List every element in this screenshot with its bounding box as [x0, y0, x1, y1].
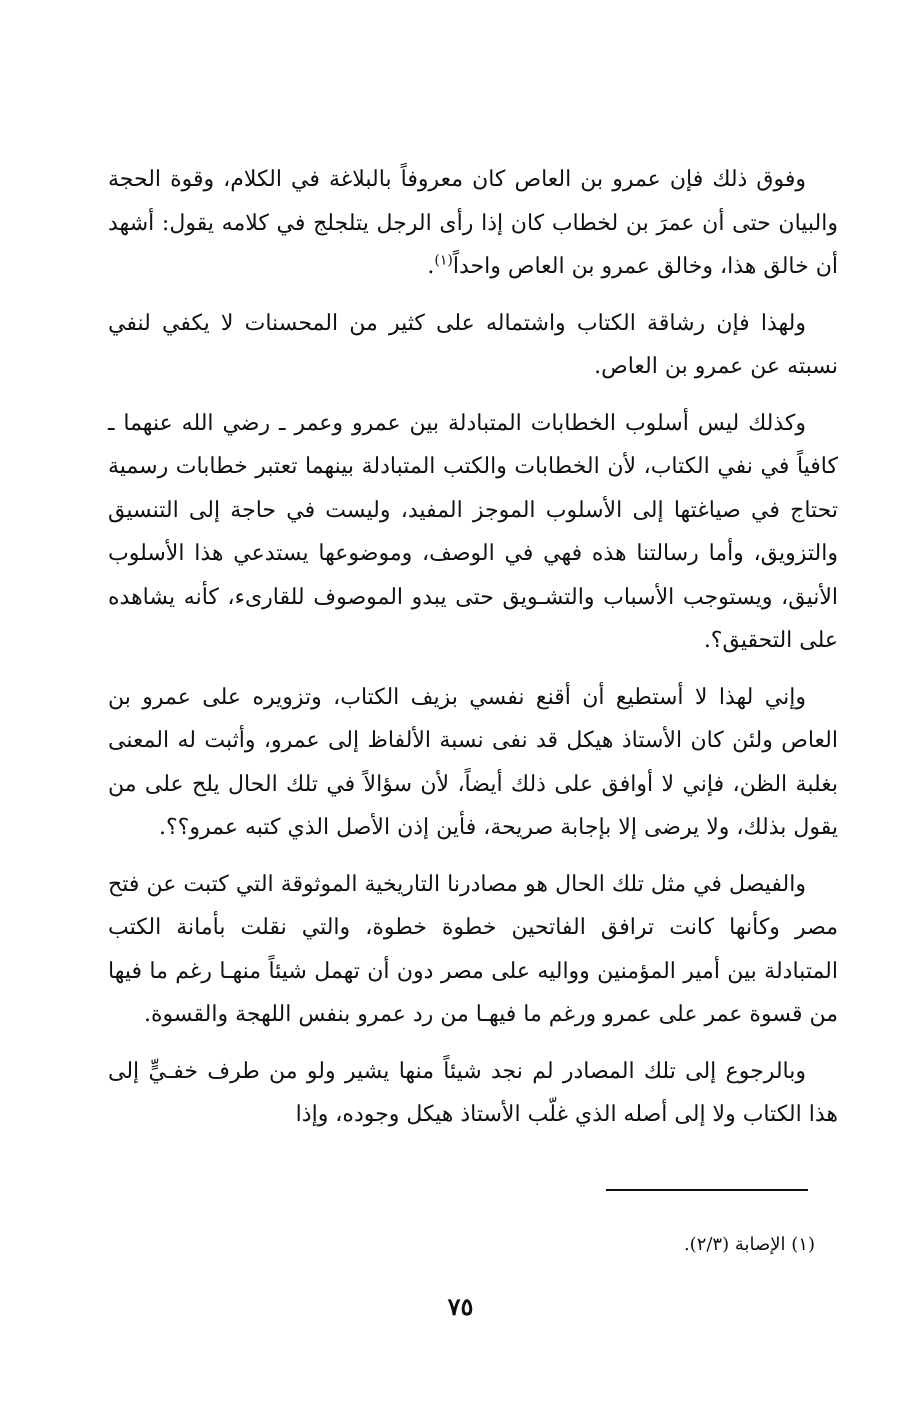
paragraph-4: وإني لهذا لا أستطيع أن أقنع نفسي بزيف الكتاب، وتزويره على عمرو بن العاص ولئن كان الأستاذ هيكل قد نفى نسبة الألفاظ إلى عمرو، وأثبت له المعنى بغلبة الظن، فإني لا أوافق على ذلك أيضاً، لأن سؤالاً في تلك الحال يلح على من يقول بذلك، ولا يرضى إلا بإجابة صريحة، فأين إذن الأصل الذي كتبه عمرو؟؟. — [108, 684, 838, 840]
paragraph-6: وبالرجوع إلى تلك المصادر لم نجد شيئاً منها يشير ولو من طرف خفـيٍّ إلى هذا الكتاب ولا إلى أصله الذي غلّب الأستاذ هيكل وجوده، وإذا — [108, 1058, 838, 1127]
main-text — [108, 158, 838, 1150]
footnote: (١) الإصابة (٢/٣). — [683, 1234, 815, 1255]
footnote-reference: (١) — [434, 252, 453, 269]
paragraph-2: ولهذا فإن رشاقة الكتاب واشتماله على كثير من المحسنات لا يكفي لنفي نسبته عن عمرو بن العاص. — [108, 310, 838, 379]
page-number: ٧٥ — [447, 1292, 474, 1321]
paragraph-3: وكذلك ليس أسلوب الخطابات المتبادلة بين عمرو وعمر ـ رضي الله عنهما ـ كافياً في نفي الكتاب، لأن الخطابات والكتب المتبادلة بينهما تعتبر خطابات رسمية تحتاج في صياغتها إلى الأسلوب الموجز المفيد، وليست في حاجة إلى التنسيق والتزويق، وأما رسالتنا هذه فهي في الوصف، وموضوعها يستدعي هذا الأسلوب الأنيق، ويستوجب الأسباب والتشـويق حتى يبدو الموصوف للقارىء، كأنه يشاهده على التحقيق؟. — [108, 410, 838, 653]
paragraph-1 — [108, 158, 838, 289]
paragraph-1-text: وفوق ذلك فإن عمرو بن العاص كان معروفاً بالبلاغة في الكلام، وقوة الحجة والبيان حتى أن عمرَ بن لخطاب كان إذا رأى الرجل يتلجلج في كلامه يقول: أشهد أن خالق هذا، وخالق عمرو بن العاص واحداً — [108, 167, 838, 279]
paragraph-1-end: . — [427, 254, 435, 279]
footnote-divider — [606, 1189, 808, 1191]
paragraph-5: والفيصل في مثل تلك الحال هو مصادرنا التاريخية الموثوقة التي كتبت عن فتح مصر وكأنها كانت ترافق الفاتحين خطوة خطوة، والتي نقلت بأمانة الكتب المتبادلة بين أمير المؤمنين وواليه على مصر دون أن تهمل شيئاً منهـا رغم ما فيها من قسوة عمر على عمرو ورغم ما فيهـا من رد عمرو بنفس اللهجة والقسوة. — [108, 871, 838, 1027]
